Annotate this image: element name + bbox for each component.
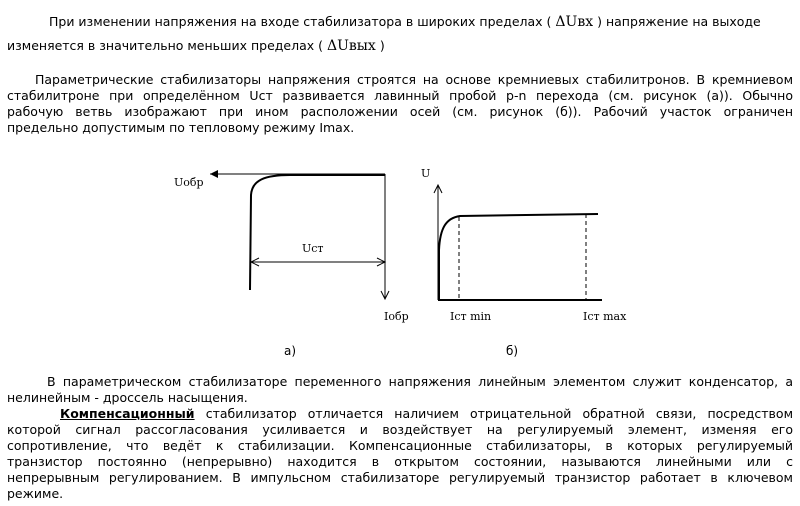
para1-text-c: изменяется в значительно меньших пределах ( xyxy=(7,38,323,53)
fig-b-curve xyxy=(439,214,598,300)
fig-b-label-ist-max: Iст max xyxy=(583,310,627,323)
figure-b-diagram xyxy=(421,167,627,358)
para4-line3: сопротивление, что ведёт к стабилизации. Компенсационные стабилизаторы, в которых регулируемый xyxy=(7,438,793,453)
para4-line2: которой сигнал рассогласования усиливается и воздействует на регулируемый элемент, изменяя его xyxy=(7,422,793,437)
delta-u-in-symbol: ΔUвх xyxy=(555,14,594,30)
fig-a-caption: а) xyxy=(284,344,297,358)
fig-a-curve xyxy=(250,175,385,290)
para1-text-b: ) напряжение на выходе xyxy=(597,14,761,29)
para2-line1: Параметрические стабилизаторы напряжения строятся на основе кремниевых стабилитронов. В кремниевом xyxy=(35,72,793,87)
para3-line1: В параметрическом стабилизаторе переменного напряжения линейным элементом служит конденсатор, а xyxy=(47,374,793,389)
para1-text-a: При изменении напряжения на входе стабилизатора в широких пределах ( xyxy=(49,14,552,29)
para2-line4: предельно допустимым по тепловому режиму Imax. xyxy=(7,120,355,135)
term-kompensatsionny: Компенсационный xyxy=(60,406,195,421)
para4-line1 xyxy=(60,406,793,421)
para4-line5: непрерывным регулированием. В импульсном стабилизаторе регулируемый транзистор работает в ключевом xyxy=(7,470,793,485)
fig-b-label-ist-min: Iст min xyxy=(450,310,492,323)
fig-a-label-iobr: Iобр xyxy=(384,310,409,323)
fig-a-label-ust: Uст xyxy=(302,242,324,255)
para4-line1-rest: стабилизатор отличается наличием отрицательной обратной связи, посредством xyxy=(205,406,793,421)
para4-line6: режиме. xyxy=(7,486,64,501)
para2-line2: стабилитроне при определённом Uст развивается лавинный пробой p-n перехода (см. рисунок (а)). Обычно xyxy=(7,88,793,103)
figure-a-diagram xyxy=(174,170,409,358)
fig-a-left-arrow-icon xyxy=(210,170,218,178)
para1-text-d: ) xyxy=(379,38,385,53)
delta-u-out-symbol: ΔUвых xyxy=(326,38,376,54)
para4-line4: транзистор постоянно (непрерывно) находится в открытом состоянии, называются линейными или с xyxy=(7,454,793,469)
fig-a-label-uobr: Uобр xyxy=(174,176,204,189)
fig-b-caption: б) xyxy=(506,344,519,358)
para2-line3: рабочую ветвь изображают при ином расположении осей (см. рисунок (б)). Рабочий участок ограничен xyxy=(7,104,793,119)
fig-b-label-u: U xyxy=(421,167,431,180)
para3-line2: нелинейным - дроссель насыщения. xyxy=(7,390,248,405)
